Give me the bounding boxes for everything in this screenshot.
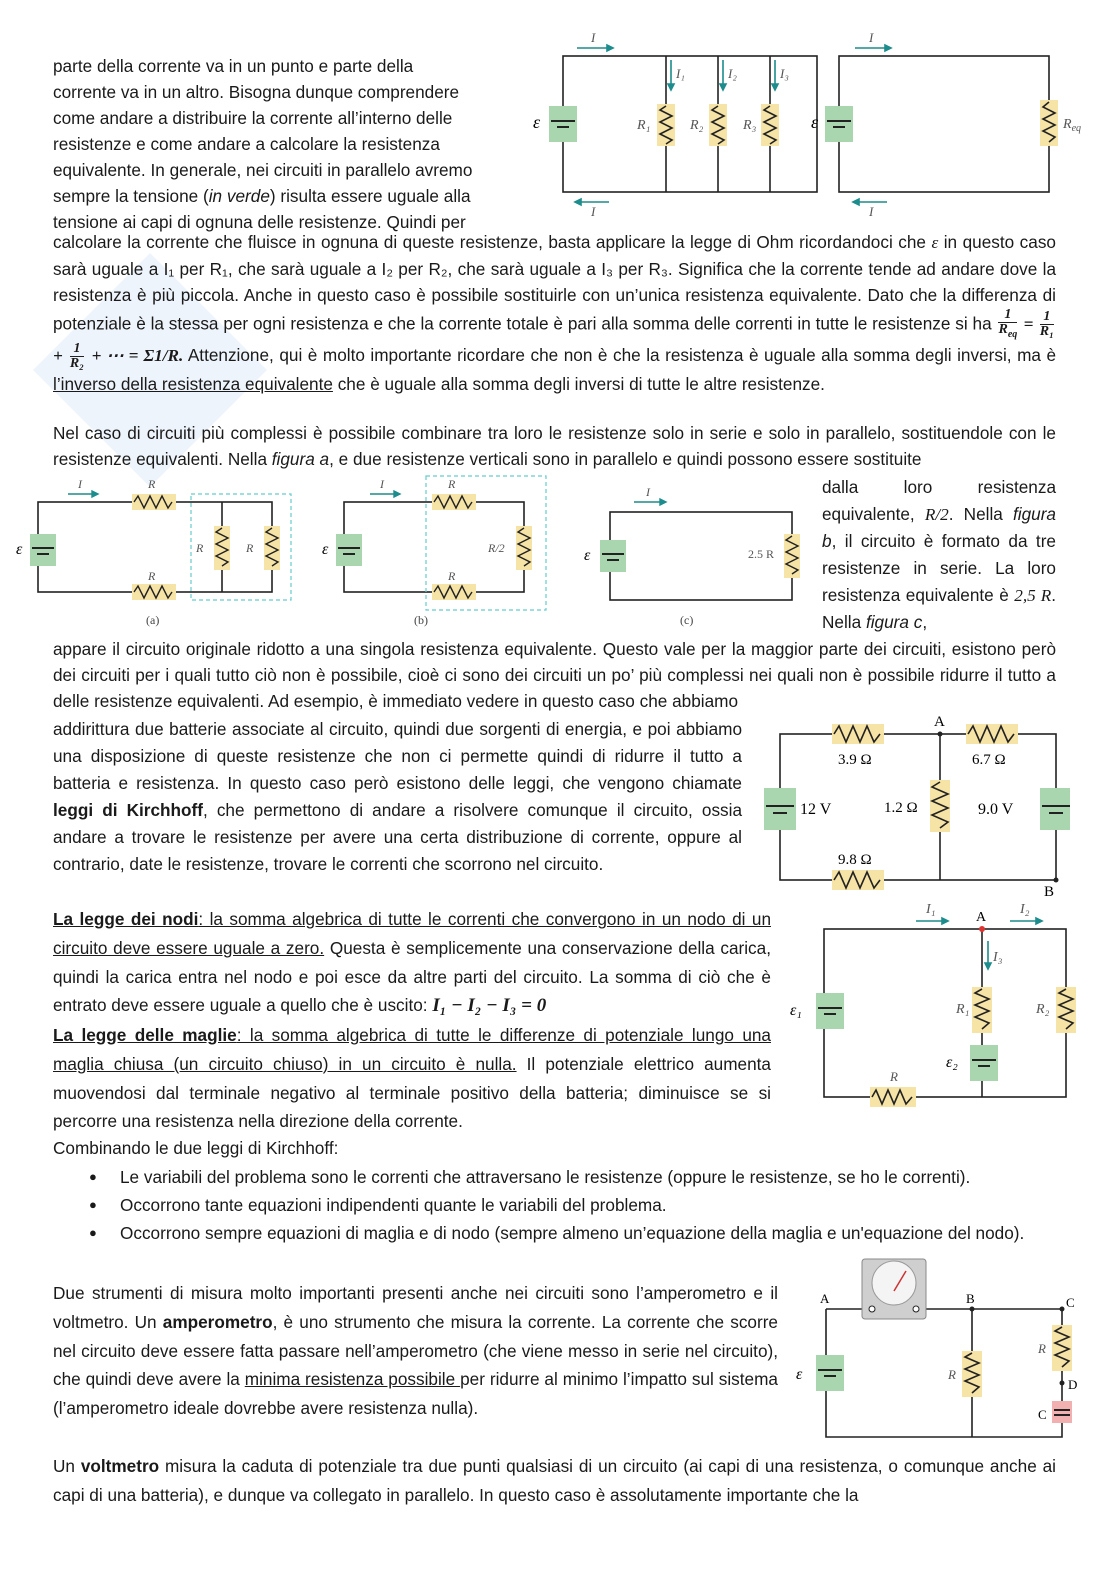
caption-b: (b) [414,613,428,627]
list-item: ● Occorrono tante equazioni indipendenti quante le variabili del problema. [53,1191,1056,1219]
paragraph-complex-circuits: appare il circuito originale ridotto a una singola resistenza equivalente. Questo vale per la maggior parte dei circuiti, esistono però dei circuiti per i quali tutto ciò non è possibile, cioè ci sono dei circuiti un po’ più complessi nei quali non è possibile ridurre il tutto a delle resistenze equivalenti. Ad esempio, è immediato vedere in questo caso che abbiamo [53,639,1056,711]
label-e1: ε₁ [790,1002,802,1019]
fraction-one-over-r1: $\frac{1}{\text{R₁}}$ [1039,309,1054,340]
point-d-label: D [1068,1377,1078,1392]
ammeter-dial [872,1261,916,1305]
text-line: resistenze e come andare a calcolare la resistenza [53,134,440,154]
paragraph-combination: Nel caso di circuiti più complessi è possibile combinare tra loro le resistenze solo in serie e solo in parallelo, sostituendole con le resistenze equivalenti. Nella figura a, e due resistenze verticali sono in parallelo e quindi possono essere sostituite [53,423,1056,469]
label-i3: I₃ [780,66,789,81]
emf-label: ε [796,1366,803,1383]
label-9-volt: 9.0 V [978,801,1014,818]
text-line: parte della corrente va in un punto e parte della [53,56,414,76]
label-i2: I₂ [1020,902,1030,917]
label-current: I [869,204,874,219]
label-r3: R₃ [743,118,757,133]
label-r-half: R/2 [488,541,505,555]
paragraph-mesh-law: La legge delle maglie: la somma algebrica di tutte le differenze di potenziale lungo una maglia chiusa (un circuito chiuso) in un circuito è nulla. Il potenziale elettrico aumenta muovendosi dal terminale negativo al terminale positivo della batteria; diminuisce se si percorre una resistenza nella direzione della corrente. [53,1025,771,1132]
paragraph-node-law: La legge dei nodi: la somma algebrica di tutte le correnti che convergono in un nodo di un circuito deve essere uguale a zero. Questa è semplicemente una conservazione della carica, quindi la carica entra nel nodo e poi esce da altre parti del circuito. La somma di ciò che è entrato deve essere uguale a quello che è uscito: I₁ − I₂ − I₃ = 0 [53,909,771,1017]
label-current: I [869,30,874,45]
fraction-one-over-req: $\frac{1}{R_{eq}}$ [998,307,1018,340]
label-r1: R₁ [637,118,651,133]
capacitor-highlight [1052,1401,1072,1423]
label-r: R [448,477,456,491]
label-r-equivalent: 2.5 R [748,547,775,561]
label-current: I [591,204,596,219]
battery-highlight [825,106,853,142]
label-r: R [448,569,456,583]
figure-kirchhoff-circuit [780,895,1090,1110]
figure-reduction-abc [8,472,818,632]
label-6-7-ohm: 6.7 Ω [972,752,1006,768]
point-b-label: B [966,1291,975,1306]
paragraph-ammeter: Due strumenti di misura molto importanti presenti anche nei circuiti sono l’amperometro e il voltmetro. Un amperometro, è uno strumento che misura la corrente. La corrente che scorre nel circuito deve essere fatta passare nell’amperometro (che viene messo in serie nel circuito), che quindi deve avere la minima resistenza possibile per ridurre al minimo l’impatto sul sistema (l’amperometro ideale dovrebbe avere resistenza nulla). [53,1283,778,1419]
label-req: $R_{eq}$ [1063,117,1082,134]
label-r: R [148,477,156,491]
paragraph-intro-full: calcolare la corrente che fluisce in ognuna di queste resistenze, basta applicare la legge di Ohm ricordandoci che ε in questo caso sarà uguale a I₁ per R₁, che sarà uguale a I₂ per R₂, che sarà uguale a I₃ per R₃. Significa che la corrente tende ad andare dove la resistenza è più piccola. Anche in questo caso è possibile sostituirle con un’unica resistenza equivalente. Dato che la differenza di potenziale è la stessa per ogni resistenza e che la corrente totale è pari alla somma delle correnti in tutte le resistenze si ha $\frac{1}{R_{eq}}$ = $\frac{1}{\text{R₁}}$ + $\frac{1}{\text{R₂}}$ + ⋯ = Σ1/R. Attenzione, qui è molto importante ricordare che non è che la resistenza è uguale alla somma degli inversi, ma è l’inverso della resistenza equivalente che è uguale alla somma degli inversi di tutte le altre resistenze. [53,232,1057,394]
text-line: sempre la tensione (in verde) risulta essere uguale alla [53,186,471,206]
label-i1: I₁ [926,902,936,917]
paragraph-intro-narrow [53,53,514,235]
label-r: R [948,1367,956,1382]
label-e2: ε₂ [946,1054,958,1071]
emf-label: ε [811,112,819,132]
caption-a: (a) [146,613,160,627]
text-line: corrente va in un altro. Bisogna dunque comprendere [53,82,460,102]
text-line: equivalente. In generale, nei circuiti in parallelo avremo [53,160,473,180]
point-a-label: A [820,1291,830,1306]
node-b-label: B [1044,884,1055,900]
label-i3: I₃ [993,950,1003,965]
emf-label: ε [533,112,541,132]
point-c-label: C [1066,1295,1075,1310]
emf-label: ε [322,541,329,558]
label-3-9-ohm: 3.9 Ω [838,752,872,768]
text-line: come andare a distribuire la corrente all’interno delle [53,108,453,128]
label-current: I [78,477,82,491]
list-item: ● Occorrono sempre equazioni di maglia e di nodo (sempre almeno un’equazione della maglia e un'equazione del nodo). [53,1219,1056,1247]
figure-two-battery-circuit [760,710,1070,900]
emf-label: ε [16,541,23,558]
label-r1: R₁ [956,1002,970,1017]
label-r: R [1038,1341,1046,1356]
label-current: I [591,30,596,45]
label-r: R [890,1069,898,1084]
text-line: tensione ai capi di ognuna delle resistenze. Quindi per [53,212,466,232]
label-current: I [380,477,384,491]
label-current: I [646,485,650,499]
caption-c: (c) [680,613,694,627]
fraction-one-over-r2: $\frac{1}{\text{R₂}}$ [69,340,85,371]
label-i2: I₂ [728,66,737,81]
combine-title: Combinando le due leggi di Kirchhoff: [53,1138,339,1158]
label-r2: R₂ [690,118,704,133]
emf-label: ε [584,547,591,564]
list-item: ● Le variabili del problema sono le correnti che attraversano le resistenze (oppure le resistenze, se ho le correnti). [53,1163,1056,1191]
bullet-list [53,1163,1056,1247]
paragraph-combination-side: dalla loro resistenza equivalente, R/2. Nella figura b, il circuito è formato da tre resistenze in serie. La loro resistenza equivalente è 2,5 R. Nella figura c, [822,477,1056,632]
point-c-label: C [1038,1407,1047,1422]
paragraph-kirchhoff-intro: addirittura due batterie associate al circuito, quindi due sorgenti di energia, e poi abbiamo una disposizione di queste resistenze che non ci permette quindi di ridurre il tutto a batteria e resistenza. In questo caso però esistono delle leggi, che vengono chiamate leggi di Kirchhoff, che permettono di andare a risolvere comunque il circuito, ossia andare a trovare le resistenze per avere una certa distribuzione di corrente, oppure al contrario, date le resistenze, trovare le correnti che scorrono nel circuito. [53,719,743,874]
figure-parallel-circuit [525,28,1095,228]
label-r: R [196,541,204,555]
battery-highlight [30,534,56,566]
label-r2: R₂ [1036,1002,1050,1017]
paragraph-voltmeter: Un voltmetro misura la caduta di potenziale tra due punti qualsiasi di un circuito (ai capi di una resistenza, o comunque anche ai capi di una batteria), e dunque va collegato in parallelo. In questo caso è assolutamente importante che la [53,1456,1056,1505]
label-9-8-ohm: 9.8 Ω [838,852,872,868]
figure-ammeter-circuit [790,1255,1090,1445]
node-a-label: A [976,910,987,925]
label-1-2-ohm: 1.2 Ω [884,800,918,816]
node-a-label: A [934,714,945,730]
label-i1: I₁ [676,66,685,81]
label-r: R [148,569,156,583]
label-12-volt: 12 V [800,801,832,818]
battery-highlight [549,106,577,142]
label-r: R [246,541,254,555]
